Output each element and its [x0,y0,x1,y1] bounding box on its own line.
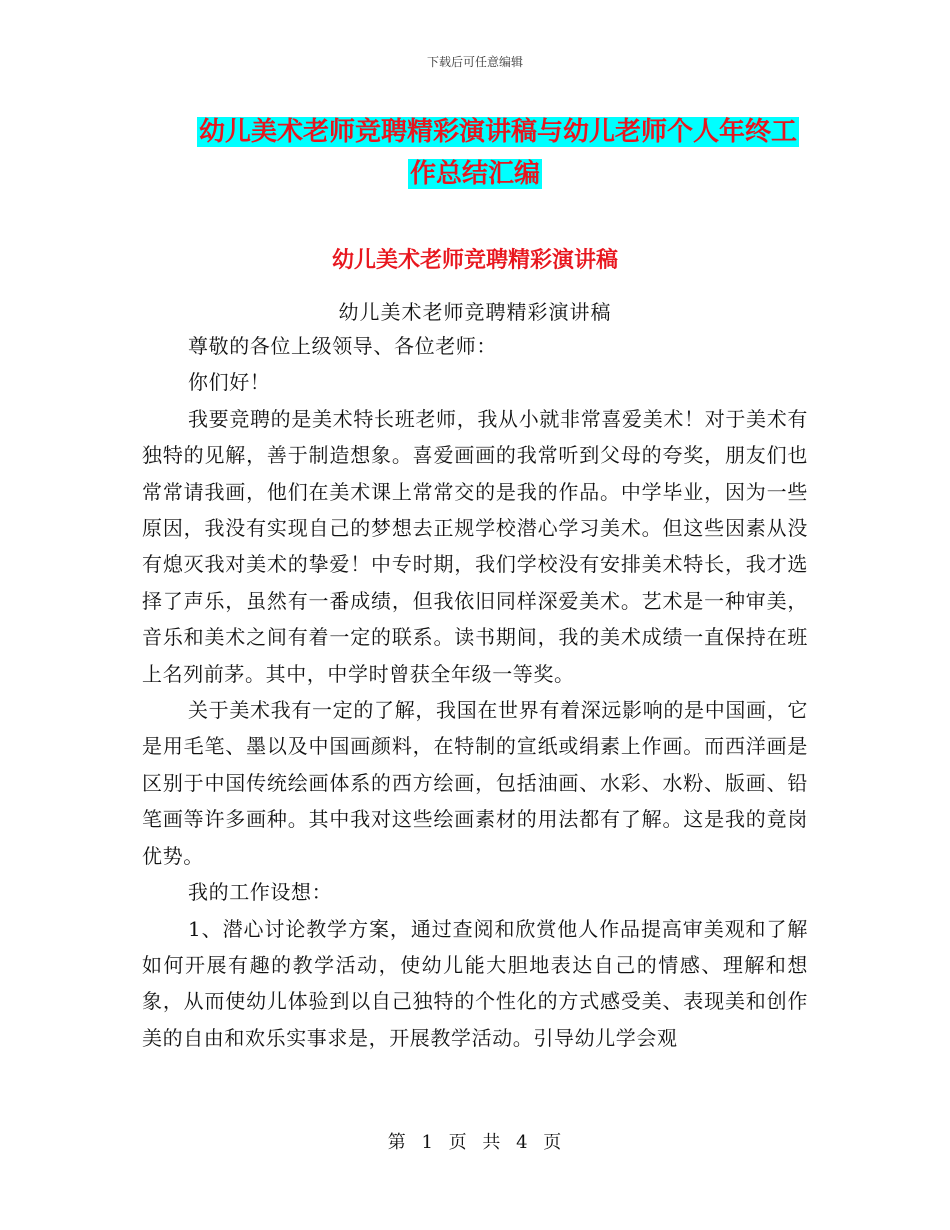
paragraph-plan-1: 1、潜心讨论教学方案，通过查阅和欣赏他人作品提高审美观和了解如何开展有趣的教学活动，使幼儿能大胆地表达自己的情感、理解和想象，从而使幼儿体验到以自己独特的个性化的方式感受美、表现美和创作美的自由和欢乐实事求是，开展教学活动。引导幼儿学会观 [142,916,808,1050]
footer-total-pages: 4 [516,1132,529,1153]
document-title-line-1 [23,110,950,154]
document-title-text-2: 作总结汇编 [409,159,540,189]
paragraph-salutation: 尊敬的各位上级领导、各位老师： [188,334,497,358]
paragraph-plan-heading: 我的工作设想： [188,880,333,905]
document-body [142,328,808,1056]
footer-prefix: 第 [387,1132,407,1153]
document-title-line-2 [0,152,950,196]
paragraph-background: 我要竞聘的是美术特长班老师，我从小就非常喜爱美术！对于美术有独特的见解，善于制造想象。喜爱画画的我常听到父母的夸奖，朋友们也常常请我画，他们在美术课上常常交的是我的作品。中学毕业，因为一些原因，我没有实现自己的梦想去正规学校潜心学习美术。但这些因素从没有熄灭我对美术的挚爱！中专时期，我们学校没有安排美术特长，我才选择了声乐，虽然有一番成绩，但我依旧同样深爱美术。艺术是一种审美，音乐和美术之间有着一定的联系。读书期间，我的美术成绩一直保持在班上名列前茅。其中，中学时曾获全年级一等奖。 [142,406,808,686]
speech-subtitle: 幼儿美术老师竞聘精彩演讲稿 [338,300,612,324]
paragraph-knowledge: 关于美术我有一定的了解，我国在世界有着深远影响的是中国画，它是用毛笔、墨以及中国画颜料，在特制的宣纸或绢素上作画。而西洋画是区别于中国传统绘画体系的西方绘画，包括油画、水彩、水粉、版画、铅笔画等许多画种。其中我对这些绘画素材的用法都有了解。这是我的竟岗优势。 [142,698,808,868]
paragraph-greeting: 你们好！ [188,370,271,395]
header-note: 下载后可任意编辑 [426,55,523,69]
footer-current-page: 1 [421,1132,434,1153]
footer-mid: 页 [448,1132,468,1153]
section-title: 幼儿美术老师竞聘精彩演讲稿 [331,248,618,273]
footer-total-label: 共 [482,1132,502,1153]
page-footer [0,1128,950,1154]
document-title-text-1: 幼儿美术老师竞聘精彩演讲稿与幼儿老师个人年终工 [198,117,797,147]
footer-suffix: 页 [543,1132,563,1153]
